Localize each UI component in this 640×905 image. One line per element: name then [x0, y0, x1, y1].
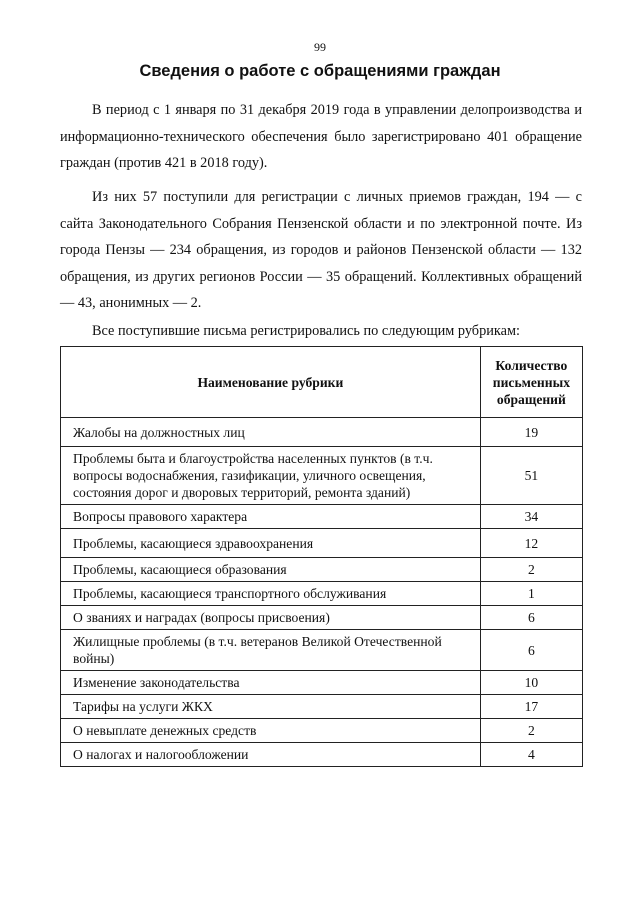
header-letter-count: Количество письменных обращений	[480, 347, 582, 418]
rubric-name-cell: Тарифы на услуги ЖКХ	[61, 695, 481, 719]
page-number: 99	[314, 40, 326, 54]
table-row	[61, 671, 583, 695]
paragraph-text: Все поступившие письма регистрировались по следующим рубрикам:	[92, 323, 520, 339]
table-row	[61, 418, 583, 447]
table-row	[61, 447, 583, 505]
rubric-name-cell: О званиях и наградах (вопросы присвоения)	[61, 606, 481, 630]
rubric-name-cell: О невыплате денежных средств	[61, 719, 481, 743]
page-title: Сведения о работе с обращениями граждан	[139, 62, 501, 80]
table-row	[61, 719, 583, 743]
table-row	[61, 505, 583, 529]
rubric-name-cell: Жилищные проблемы (в т.ч. ветеранов Великой Отечественной войны)	[61, 630, 481, 671]
table-row	[61, 743, 583, 767]
table-header-row	[61, 347, 583, 418]
paragraph-sources-breakdown	[60, 184, 582, 317]
table-row	[61, 558, 583, 582]
rubric-count-cell: 4	[480, 743, 582, 767]
rubric-count-cell: 34	[480, 505, 582, 529]
rubric-name-cell: Вопросы правового характера	[61, 505, 481, 529]
rubric-name-cell: Проблемы быта и благоустройства населенных пунктов (в т.ч. вопросы водоснабжения, газификации, уличного освещения, состояния дорог и дворовых территорий, ремонта зданий)	[61, 447, 481, 505]
rubric-count-cell: 10	[480, 671, 582, 695]
table-row	[61, 529, 583, 558]
rubric-name-cell: Проблемы, касающиеся образования	[61, 558, 481, 582]
table-row	[61, 606, 583, 630]
rubric-name-cell: Жалобы на должностных лиц	[61, 418, 481, 447]
header-rubric-name: Наименование рубрики	[61, 347, 481, 418]
rubric-count-cell: 6	[480, 630, 582, 671]
table-row	[61, 695, 583, 719]
paragraph-text: Из них 57 поступили для регистрации с личных приемов граждан, 194 — с сайта Законодательного Собрания Пензенской области и по электронной почте. Из города Пензы — 234 обращения, из городов и районов Пензенской области — 132 обращения, из других регионов России — 35 обращений. Коллективных обращений — 43, анонимных — 2.	[60, 189, 582, 311]
rubric-count-cell: 2	[480, 558, 582, 582]
rubric-name-cell: О налогах и налогообложении	[61, 743, 481, 767]
rubric-count-cell: 1	[480, 582, 582, 606]
rubric-name-cell: Проблемы, касающиеся здравоохранения	[61, 529, 481, 558]
paragraph-table-intro	[60, 318, 582, 345]
rubric-name-cell: Изменение законодательства	[61, 671, 481, 695]
table-row	[61, 630, 583, 671]
rubric-count-cell: 2	[480, 719, 582, 743]
rubric-count-cell: 6	[480, 606, 582, 630]
rubric-count-cell: 17	[480, 695, 582, 719]
rubric-count-cell: 19	[480, 418, 582, 447]
table-row	[61, 582, 583, 606]
rubric-name-cell: Проблемы, касающиеся транспортного обслуживания	[61, 582, 481, 606]
rubrics-table	[60, 346, 583, 767]
paragraph-registration-summary	[60, 97, 582, 177]
paragraph-text: В период с 1 января по 31 декабря 2019 года в управлении делопроизводства и информационно-технического обеспечения было зарегистрировано 401 обращение граждан (против 421 в 2018 году).	[60, 102, 582, 171]
rubric-count-cell: 12	[480, 529, 582, 558]
rubric-count-cell: 51	[480, 447, 582, 505]
